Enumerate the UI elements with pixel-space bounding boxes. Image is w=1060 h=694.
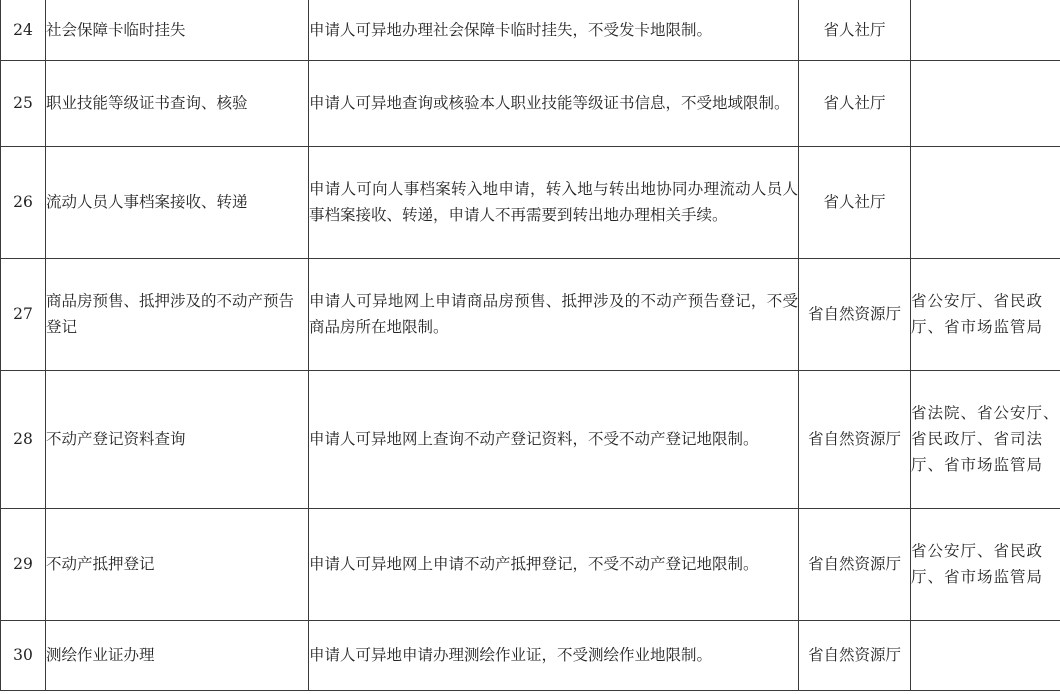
lead-department: 省人社厅	[799, 60, 911, 146]
service-description: 申请人可向人事档案转入地申请，转入地与转出地协同办理流动人员人事档案接收、转递，申请人不再需要到转出地办理相关手续。	[309, 146, 799, 258]
service-name: 职业技能等级证书查询、核验	[46, 60, 309, 146]
service-description: 申请人可异地申请办理测绘作业证，不受测绘作业地限制。	[309, 620, 799, 690]
service-name: 不动产登记资料查询	[46, 370, 309, 508]
service-name: 不动产抵押登记	[46, 508, 309, 620]
cooperating-departments	[911, 60, 1060, 146]
cooperating-departments: 省公安厅、省民政厅、省市场监管局	[911, 258, 1060, 370]
row-number: 26	[1, 146, 46, 258]
lead-department: 省人社厅	[799, 0, 911, 60]
row-number: 29	[1, 508, 46, 620]
service-description: 申请人可异地网上查询不动产登记资料，不受不动产登记地限制。	[309, 370, 799, 508]
table-row	[1, 370, 1060, 508]
lead-department: 省自然资源厅	[799, 620, 911, 690]
cooperating-departments: 省公安厅、省民政厅、省市场监管局	[911, 508, 1060, 620]
lead-department: 省自然资源厅	[799, 258, 911, 370]
table-row	[1, 508, 1060, 620]
row-number: 25	[1, 60, 46, 146]
table-row	[1, 258, 1060, 370]
service-name: 流动人员人事档案接收、转递	[46, 146, 309, 258]
cooperating-departments: 省法院、省公安厅、省民政厅、省司法厅、省市场监管局	[911, 370, 1060, 508]
service-description: 申请人可异地查询或核验本人职业技能等级证书信息，不受地域限制。	[309, 60, 799, 146]
lead-department: 省自然资源厅	[799, 508, 911, 620]
row-number: 27	[1, 258, 46, 370]
table-row	[1, 146, 1060, 258]
lead-department: 省人社厅	[799, 146, 911, 258]
table-row	[1, 620, 1060, 690]
cooperating-departments	[911, 0, 1060, 60]
lead-department: 省自然资源厅	[799, 370, 911, 508]
service-description: 申请人可异地网上申请不动产抵押登记，不受不动产登记地限制。	[309, 508, 799, 620]
cooperating-departments	[911, 146, 1060, 258]
service-description: 申请人可异地办理社会保障卡临时挂失，不受发卡地限制。	[309, 0, 799, 60]
row-number: 24	[1, 0, 46, 60]
table-row	[1, 0, 1060, 60]
service-name: 社会保障卡临时挂失	[46, 0, 309, 60]
cooperating-departments	[911, 620, 1060, 690]
service-description: 申请人可异地网上申请商品房预售、抵押涉及的不动产预告登记，不受商品房所在地限制。	[309, 258, 799, 370]
service-name: 测绘作业证办理	[46, 620, 309, 690]
row-number: 28	[1, 370, 46, 508]
row-number: 30	[1, 620, 46, 690]
table-row	[1, 60, 1060, 146]
service-name: 商品房预售、抵押涉及的不动产预告登记	[46, 258, 309, 370]
